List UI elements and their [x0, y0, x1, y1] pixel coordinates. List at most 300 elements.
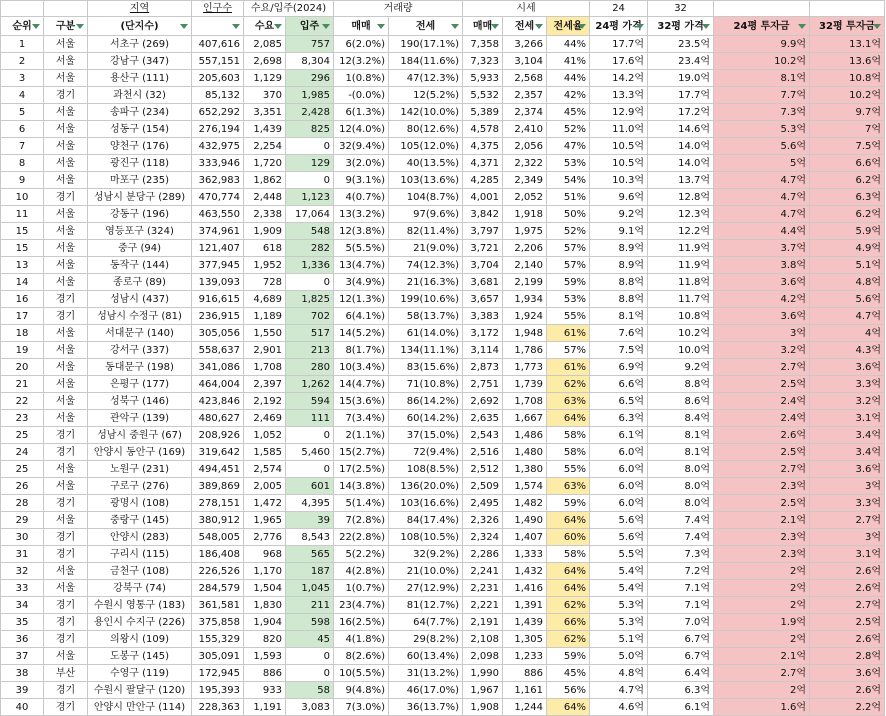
cell-price-32[interactable]: 8.1억: [648, 444, 714, 461]
cell-category[interactable]: 서울: [44, 648, 88, 665]
cell-demand[interactable]: 1,862: [244, 172, 286, 189]
cell-jeonse[interactable]: 199(10.6%): [389, 291, 463, 308]
cell-demand[interactable]: 886: [244, 665, 286, 682]
cell-price-sale[interactable]: 2,241: [463, 563, 503, 580]
cell-jeonse[interactable]: 46(17.0%): [389, 682, 463, 699]
cell-price-32[interactable]: 8.6억: [648, 393, 714, 410]
cell-move-in[interactable]: 211: [286, 597, 334, 614]
cell-region[interactable]: 성남시 수정구 (81): [88, 308, 192, 325]
cell-jeonse-rate[interactable]: 62%: [547, 597, 590, 614]
cell-price-jeonse[interactable]: 1,482: [503, 495, 547, 512]
cell-price-32[interactable]: 23.4억: [648, 53, 714, 70]
cell-demand[interactable]: 618: [244, 240, 286, 257]
cell-category[interactable]: 서울: [44, 121, 88, 138]
cell-invest-24[interactable]: 4.4억: [714, 223, 810, 240]
cell-jeonse[interactable]: 31(13.2%): [389, 665, 463, 682]
cell-price-32[interactable]: 19.0억: [648, 70, 714, 87]
cell-move-in[interactable]: 111: [286, 410, 334, 427]
cell-move-in[interactable]: 1,123: [286, 189, 334, 206]
cell-invest-24[interactable]: 2.3억: [714, 546, 810, 563]
cell-sale[interactable]: 15(2.7%): [334, 444, 389, 461]
cell-jeonse-rate[interactable]: 51%: [547, 189, 590, 206]
cell-category[interactable]: 서울: [44, 155, 88, 172]
cell-demand[interactable]: 2,192: [244, 393, 286, 410]
cell-price-sale[interactable]: 2,635: [463, 410, 503, 427]
cell-jeonse[interactable]: 29(8.2%): [389, 631, 463, 648]
cell-population[interactable]: 423,846: [192, 393, 244, 410]
cell-price-32[interactable]: 17.2억: [648, 104, 714, 121]
cell-price-32[interactable]: 14.0억: [648, 155, 714, 172]
cell-price-sale[interactable]: 7,358: [463, 36, 503, 53]
filter-dropdown-icon[interactable]: [578, 24, 586, 29]
cell-invest-24[interactable]: 2.7억: [714, 461, 810, 478]
cell-invest-32[interactable]: 2.7억: [810, 512, 885, 529]
cell-price-24[interactable]: 6.6억: [590, 376, 648, 393]
cell-price-24[interactable]: 4.8억: [590, 665, 648, 682]
cell-move-in[interactable]: 39: [286, 512, 334, 529]
cell-rank[interactable]: 16: [1, 291, 44, 308]
cell-price-jeonse[interactable]: 1,407: [503, 529, 547, 546]
cell-move-in[interactable]: 5,460: [286, 444, 334, 461]
cell-jeonse[interactable]: 142(10.0%): [389, 104, 463, 121]
cell-sale[interactable]: 7(2.8%): [334, 512, 389, 529]
cell-category[interactable]: 서울: [44, 478, 88, 495]
cell-category[interactable]: 서울: [44, 580, 88, 597]
cell-sale[interactable]: 5(2.2%): [334, 546, 389, 563]
cell-price-sale[interactable]: 2,516: [463, 444, 503, 461]
cell-demand[interactable]: 1,550: [244, 325, 286, 342]
cell-price-24[interactable]: 8.8억: [590, 291, 648, 308]
cell-price-jeonse[interactable]: 2,568: [503, 70, 547, 87]
cell-invest-24[interactable]: 7.7억: [714, 87, 810, 104]
cell-sale[interactable]: 1(0.7%): [334, 580, 389, 597]
cell-category[interactable]: 서울: [44, 172, 88, 189]
cell-price-24[interactable]: 4.7억: [590, 682, 648, 699]
cell-invest-24[interactable]: 4.7억: [714, 206, 810, 223]
cell-region[interactable]: 송파구 (234): [88, 104, 192, 121]
cell-sale[interactable]: 5(1.4%): [334, 495, 389, 512]
cell-price-24[interactable]: 9.6억: [590, 189, 648, 206]
cell-price-sale[interactable]: 3,657: [463, 291, 503, 308]
cell-price-jeonse[interactable]: 886: [503, 665, 547, 682]
cell-invest-32[interactable]: 3.2억: [810, 393, 885, 410]
cell-jeonse-rate[interactable]: 47%: [547, 138, 590, 155]
cell-population[interactable]: 480,627: [192, 410, 244, 427]
cell-price-24[interactable]: 5.4억: [590, 563, 648, 580]
cell-price-24[interactable]: 7.6억: [590, 325, 648, 342]
cell-jeonse-rate[interactable]: 52%: [547, 121, 590, 138]
cell-jeonse-rate[interactable]: 58%: [547, 546, 590, 563]
filter-dropdown-icon[interactable]: [535, 24, 543, 29]
cell-price-32[interactable]: 8.0억: [648, 495, 714, 512]
cell-demand[interactable]: 4,689: [244, 291, 286, 308]
cell-population[interactable]: 333,946: [192, 155, 244, 172]
filter-dropdown-icon[interactable]: [798, 24, 806, 29]
cell-price-sale[interactable]: 2,751: [463, 376, 503, 393]
cell-region[interactable]: 안양시 동안구 (169): [88, 444, 192, 461]
cell-rank[interactable]: 2: [1, 53, 44, 70]
cell-invest-32[interactable]: 3.3억: [810, 376, 885, 393]
cell-jeonse[interactable]: 21(9.0%): [389, 240, 463, 257]
cell-region[interactable]: 구리시 (115): [88, 546, 192, 563]
cell-price-sale[interactable]: 2,495: [463, 495, 503, 512]
cell-price-sale[interactable]: 3,114: [463, 342, 503, 359]
cell-move-in[interactable]: 601: [286, 478, 334, 495]
cell-sale[interactable]: 13(4.7%): [334, 257, 389, 274]
cell-price-sale[interactable]: 1,967: [463, 682, 503, 699]
cell-jeonse[interactable]: 84(17.4%): [389, 512, 463, 529]
cell-rank[interactable]: 39: [1, 682, 44, 699]
cell-region[interactable]: 용인시 수지구 (226): [88, 614, 192, 631]
cell-region[interactable]: 광진구 (118): [88, 155, 192, 172]
cell-price-24[interactable]: 6.9억: [590, 359, 648, 376]
cell-price-32[interactable]: 8.4억: [648, 410, 714, 427]
cell-rank[interactable]: 29: [1, 512, 44, 529]
cell-rank[interactable]: 11: [1, 206, 44, 223]
cell-price-jeonse[interactable]: 1,490: [503, 512, 547, 529]
cell-jeonse-rate[interactable]: 60%: [547, 529, 590, 546]
cell-invest-24[interactable]: 4.7억: [714, 172, 810, 189]
cell-invest-32[interactable]: 4억: [810, 325, 885, 342]
cell-move-in[interactable]: 282: [286, 240, 334, 257]
cell-move-in[interactable]: 0: [286, 665, 334, 682]
cell-price-24[interactable]: 8.9억: [590, 257, 648, 274]
cell-invest-24[interactable]: 2억: [714, 597, 810, 614]
cell-category[interactable]: 서울: [44, 70, 88, 87]
cell-move-in[interactable]: 0: [286, 138, 334, 155]
cell-move-in[interactable]: 58: [286, 682, 334, 699]
cell-category[interactable]: 서울: [44, 240, 88, 257]
cell-invest-24[interactable]: 3억: [714, 325, 810, 342]
cell-price-32[interactable]: 11.7억: [648, 291, 714, 308]
cell-price-jeonse[interactable]: 1,161: [503, 682, 547, 699]
cell-invest-32[interactable]: 6.2억: [810, 172, 885, 189]
cell-jeonse[interactable]: 104(8.7%): [389, 189, 463, 206]
cell-price-sale[interactable]: 3,721: [463, 240, 503, 257]
cell-price-sale[interactable]: 4,578: [463, 121, 503, 138]
cell-jeonse-rate[interactable]: 50%: [547, 206, 590, 223]
cell-demand[interactable]: 2,901: [244, 342, 286, 359]
cell-price-32[interactable]: 7.1억: [648, 597, 714, 614]
cell-category[interactable]: 서울: [44, 257, 88, 274]
cell-demand[interactable]: 2,338: [244, 206, 286, 223]
cell-jeonse[interactable]: 108(8.5%): [389, 461, 463, 478]
cell-price-24[interactable]: 5.3억: [590, 597, 648, 614]
filter-dropdown-icon[interactable]: [274, 24, 282, 29]
cell-invest-32[interactable]: 3.6억: [810, 665, 885, 682]
cell-price-24[interactable]: 8.1억: [590, 308, 648, 325]
cell-population[interactable]: 186,408: [192, 546, 244, 563]
cell-population[interactable]: 380,912: [192, 512, 244, 529]
cell-sale[interactable]: 8(1.7%): [334, 342, 389, 359]
cell-region[interactable]: 성남시 중원구 (67): [88, 427, 192, 444]
cell-demand[interactable]: 1,904: [244, 614, 286, 631]
cell-region[interactable]: 용산구 (111): [88, 70, 192, 87]
cell-price-32[interactable]: 7.4억: [648, 529, 714, 546]
cell-price-24[interactable]: 10.5억: [590, 155, 648, 172]
cell-sale[interactable]: 4(2.8%): [334, 563, 389, 580]
cell-rank[interactable]: 25: [1, 427, 44, 444]
cell-move-in[interactable]: 1,045: [286, 580, 334, 597]
cell-invest-32[interactable]: 3억: [810, 529, 885, 546]
cell-demand[interactable]: 2,254: [244, 138, 286, 155]
cell-price-24[interactable]: 6.5억: [590, 393, 648, 410]
cell-rank[interactable]: 25: [1, 461, 44, 478]
cell-jeonse[interactable]: 40(13.5%): [389, 155, 463, 172]
cell-invest-24[interactable]: 3.6억: [714, 308, 810, 325]
cell-invest-24[interactable]: 2.1억: [714, 648, 810, 665]
cell-region[interactable]: 수영구 (119): [88, 665, 192, 682]
cell-move-in[interactable]: 594: [286, 393, 334, 410]
cell-price-sale[interactable]: 3,704: [463, 257, 503, 274]
cell-region[interactable]: 양천구 (176): [88, 138, 192, 155]
cell-population[interactable]: 558,637: [192, 342, 244, 359]
cell-price-sale[interactable]: 3,172: [463, 325, 503, 342]
cell-invest-32[interactable]: 6.3억: [810, 189, 885, 206]
cell-move-in[interactable]: 548: [286, 223, 334, 240]
cell-category[interactable]: 경기: [44, 597, 88, 614]
cell-rank[interactable]: 34: [1, 597, 44, 614]
cell-demand[interactable]: 2,698: [244, 53, 286, 70]
cell-demand[interactable]: 1,170: [244, 563, 286, 580]
cell-move-in[interactable]: 187: [286, 563, 334, 580]
cell-price-32[interactable]: 6.7억: [648, 631, 714, 648]
cell-price-sale[interactable]: 2,231: [463, 580, 503, 597]
cell-price-24[interactable]: 10.5억: [590, 138, 648, 155]
cell-price-jeonse[interactable]: 2,410: [503, 121, 547, 138]
cell-invest-32[interactable]: 3.6억: [810, 359, 885, 376]
cell-price-sale[interactable]: 3,842: [463, 206, 503, 223]
cell-price-jeonse[interactable]: 2,206: [503, 240, 547, 257]
cell-invest-32[interactable]: 2.6억: [810, 563, 885, 580]
cell-price-32[interactable]: 10.0억: [648, 342, 714, 359]
cell-price-jeonse[interactable]: 1,380: [503, 461, 547, 478]
cell-price-32[interactable]: 6.7억: [648, 648, 714, 665]
cell-price-jeonse[interactable]: 1,975: [503, 223, 547, 240]
cell-price-32[interactable]: 12.2억: [648, 223, 714, 240]
cell-invest-24[interactable]: 2억: [714, 563, 810, 580]
cell-price-jeonse[interactable]: 2,056: [503, 138, 547, 155]
cell-category[interactable]: 서울: [44, 104, 88, 121]
cell-price-sale[interactable]: 1,908: [463, 699, 503, 716]
cell-category[interactable]: 서울: [44, 36, 88, 53]
cell-price-32[interactable]: 8.8억: [648, 376, 714, 393]
cell-demand[interactable]: 3,351: [244, 104, 286, 121]
cell-demand[interactable]: 1,439: [244, 121, 286, 138]
cell-jeonse-rate[interactable]: 42%: [547, 87, 590, 104]
column-header-price-32[interactable]: [648, 17, 714, 36]
cell-price-jeonse[interactable]: 1,948: [503, 325, 547, 342]
cell-invest-24[interactable]: 7.3억: [714, 104, 810, 121]
cell-region[interactable]: 성남시 분당구 (289): [88, 189, 192, 206]
cell-population[interactable]: 284,579: [192, 580, 244, 597]
cell-price-jeonse[interactable]: 1,918: [503, 206, 547, 223]
cell-jeonse[interactable]: 190(17.1%): [389, 36, 463, 53]
cell-price-24[interactable]: 12.9억: [590, 104, 648, 121]
cell-move-in[interactable]: 0: [286, 172, 334, 189]
column-header-jeonse[interactable]: [389, 17, 463, 36]
cell-rank[interactable]: 3: [1, 70, 44, 87]
cell-category[interactable]: 서울: [44, 53, 88, 70]
cell-demand[interactable]: 1,708: [244, 359, 286, 376]
cell-category[interactable]: 서울: [44, 376, 88, 393]
cell-category[interactable]: 경기: [44, 682, 88, 699]
cell-invest-32[interactable]: 3.1억: [810, 546, 885, 563]
cell-population[interactable]: 548,005: [192, 529, 244, 546]
cell-demand[interactable]: 1,585: [244, 444, 286, 461]
cell-invest-32[interactable]: 13.6억: [810, 53, 885, 70]
cell-region[interactable]: 도봉구 (145): [88, 648, 192, 665]
column-header-category[interactable]: [44, 17, 88, 36]
cell-region[interactable]: 중구 (94): [88, 240, 192, 257]
cell-price-24[interactable]: 10.3억: [590, 172, 648, 189]
cell-jeonse-rate[interactable]: 64%: [547, 580, 590, 597]
cell-invest-24[interactable]: 2.5억: [714, 444, 810, 461]
cell-jeonse-rate[interactable]: 64%: [547, 563, 590, 580]
cell-population[interactable]: 389,869: [192, 478, 244, 495]
cell-price-jeonse[interactable]: 1,233: [503, 648, 547, 665]
cell-invest-32[interactable]: 13.1억: [810, 36, 885, 53]
cell-invest-24[interactable]: 2.7억: [714, 665, 810, 682]
cell-sale[interactable]: 10(5.5%): [334, 665, 389, 682]
cell-region[interactable]: 강서구 (337): [88, 342, 192, 359]
cell-jeonse-rate[interactable]: 62%: [547, 631, 590, 648]
cell-price-32[interactable]: 6.1억: [648, 699, 714, 716]
cell-rank[interactable]: 18: [1, 325, 44, 342]
cell-rank[interactable]: 40: [1, 699, 44, 716]
cell-move-in[interactable]: 213: [286, 342, 334, 359]
cell-invest-24[interactable]: 5.3억: [714, 121, 810, 138]
cell-region[interactable]: 성북구 (146): [88, 393, 192, 410]
cell-price-sale[interactable]: 2,108: [463, 631, 503, 648]
cell-population[interactable]: 172,945: [192, 665, 244, 682]
cell-demand[interactable]: 1,952: [244, 257, 286, 274]
cell-rank[interactable]: 30: [1, 529, 44, 546]
cell-population[interactable]: 319,642: [192, 444, 244, 461]
cell-invest-32[interactable]: 6.6억: [810, 155, 885, 172]
cell-region[interactable]: 강남구 (347): [88, 53, 192, 70]
cell-jeonse[interactable]: 21(10.0%): [389, 563, 463, 580]
cell-sale[interactable]: 13(3.2%): [334, 206, 389, 223]
cell-price-24[interactable]: 14.2억: [590, 70, 648, 87]
cell-price-jeonse[interactable]: 1,333: [503, 546, 547, 563]
cell-price-32[interactable]: 8.0억: [648, 478, 714, 495]
cell-category[interactable]: 경기: [44, 699, 88, 716]
cell-price-32[interactable]: 14.0억: [648, 138, 714, 155]
cell-invest-32[interactable]: 2.5억: [810, 614, 885, 631]
cell-jeonse-rate[interactable]: 61%: [547, 359, 590, 376]
cell-price-24[interactable]: 11.0억: [590, 121, 648, 138]
cell-region[interactable]: 광명시 (108): [88, 495, 192, 512]
cell-rank[interactable]: 37: [1, 648, 44, 665]
cell-invest-24[interactable]: 1.9억: [714, 614, 810, 631]
cell-category[interactable]: 서울: [44, 563, 88, 580]
cell-invest-24[interactable]: 3.8억: [714, 257, 810, 274]
cell-move-in[interactable]: 0: [286, 274, 334, 291]
column-header-rank[interactable]: [1, 17, 44, 36]
cell-move-in[interactable]: 825: [286, 121, 334, 138]
cell-price-sale[interactable]: 4,285: [463, 172, 503, 189]
cell-price-32[interactable]: 8.1억: [648, 427, 714, 444]
cell-population[interactable]: 208,926: [192, 427, 244, 444]
cell-jeonse-rate[interactable]: 66%: [547, 614, 590, 631]
cell-category[interactable]: 서울: [44, 461, 88, 478]
cell-invest-24[interactable]: 5억: [714, 155, 810, 172]
cell-rank[interactable]: 36: [1, 631, 44, 648]
cell-region[interactable]: 관악구 (139): [88, 410, 192, 427]
cell-sale[interactable]: 4(0.7%): [334, 189, 389, 206]
cell-price-sale[interactable]: 4,371: [463, 155, 503, 172]
cell-population[interactable]: 305,056: [192, 325, 244, 342]
cell-demand[interactable]: 728: [244, 274, 286, 291]
cell-population[interactable]: 236,915: [192, 308, 244, 325]
cell-population[interactable]: 557,151: [192, 53, 244, 70]
filter-dropdown-icon[interactable]: [32, 24, 40, 29]
cell-invest-24[interactable]: 2.5억: [714, 376, 810, 393]
cell-category[interactable]: 경기: [44, 189, 88, 206]
cell-jeonse[interactable]: 105(12.0%): [389, 138, 463, 155]
cell-category[interactable]: 서울: [44, 359, 88, 376]
cell-sale[interactable]: 12(3.8%): [334, 223, 389, 240]
cell-price-sale[interactable]: 1,990: [463, 665, 503, 682]
cell-demand[interactable]: 2,574: [244, 461, 286, 478]
cell-sale[interactable]: 14(3.8%): [334, 478, 389, 495]
cell-invest-32[interactable]: 3.1억: [810, 410, 885, 427]
cell-price-jeonse[interactable]: 1,416: [503, 580, 547, 597]
cell-invest-32[interactable]: 10.8억: [810, 70, 885, 87]
cell-jeonse-rate[interactable]: 59%: [547, 648, 590, 665]
cell-jeonse[interactable]: 184(11.6%): [389, 53, 463, 70]
cell-price-24[interactable]: 17.7억: [590, 36, 648, 53]
cell-sale[interactable]: 3(4.9%): [334, 274, 389, 291]
cell-jeonse-rate[interactable]: 58%: [547, 427, 590, 444]
cell-sale[interactable]: 12(1.3%): [334, 291, 389, 308]
column-header-move-in[interactable]: [286, 17, 334, 36]
cell-move-in[interactable]: 0: [286, 648, 334, 665]
cell-region[interactable]: 영등포구 (324): [88, 223, 192, 240]
cell-price-32[interactable]: 6.4억: [648, 665, 714, 682]
cell-population[interactable]: 276,194: [192, 121, 244, 138]
cell-demand[interactable]: 2,085: [244, 36, 286, 53]
cell-price-sale[interactable]: 3,681: [463, 274, 503, 291]
cell-price-sale[interactable]: 2,098: [463, 648, 503, 665]
cell-jeonse[interactable]: 36(13.7%): [389, 699, 463, 716]
cell-population[interactable]: 205,603: [192, 70, 244, 87]
cell-invest-24[interactable]: 8.1억: [714, 70, 810, 87]
cell-price-sale[interactable]: 2,191: [463, 614, 503, 631]
cell-invest-32[interactable]: 7.5억: [810, 138, 885, 155]
cell-sale[interactable]: 8(2.6%): [334, 648, 389, 665]
cell-demand[interactable]: 820: [244, 631, 286, 648]
cell-price-24[interactable]: 7.5억: [590, 342, 648, 359]
cell-region[interactable]: 과천시 (32): [88, 87, 192, 104]
cell-category[interactable]: 경기: [44, 291, 88, 308]
cell-region[interactable]: 강동구 (196): [88, 206, 192, 223]
cell-demand[interactable]: 1,965: [244, 512, 286, 529]
cell-demand[interactable]: 1,720: [244, 155, 286, 172]
cell-sale[interactable]: 9(3.1%): [334, 172, 389, 189]
cell-region[interactable]: 중랑구 (145): [88, 512, 192, 529]
cell-price-jeonse[interactable]: 2,199: [503, 274, 547, 291]
cell-move-in[interactable]: 598: [286, 614, 334, 631]
cell-price-32[interactable]: 11.9억: [648, 240, 714, 257]
cell-rank[interactable]: 26: [1, 478, 44, 495]
cell-price-jeonse[interactable]: 1,432: [503, 563, 547, 580]
cell-population[interactable]: 341,086: [192, 359, 244, 376]
cell-rank[interactable]: 23: [1, 410, 44, 427]
cell-price-24[interactable]: 8.9억: [590, 240, 648, 257]
cell-jeonse[interactable]: 72(9.4%): [389, 444, 463, 461]
